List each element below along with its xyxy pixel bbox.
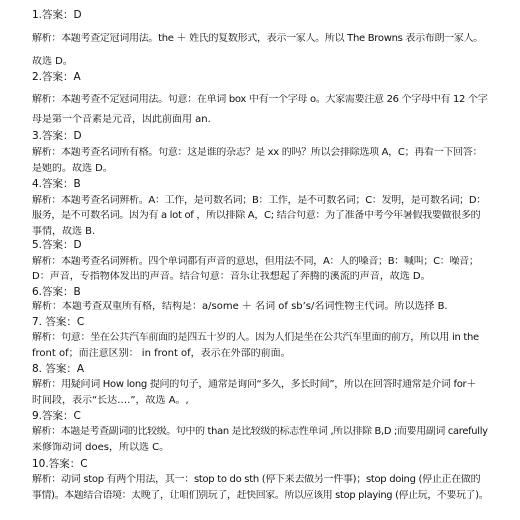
answer-8-line: 8. 答案：A <box>32 363 85 375</box>
explanation-5-line-1: 解析：本题考查名词辨析。四个单词都有声音的意思，但用法不同，A：人的嗓音；B：喊叫；C：噪音； <box>32 256 479 267</box>
explanation-9-line-2: 来修饰动词 does，所以选 C。 <box>32 442 170 453</box>
explanation-8-line-1: 解析：用疑问词 How long 提问的句子，通常是询问“多久，多长时间”，所以在回答时通常是介词 for＋ <box>32 379 477 390</box>
answer-5-line: 5.答案：D <box>32 239 82 251</box>
answer-4-line: 4.答案：B <box>32 178 81 190</box>
explanation-1-line-2: 故选 D。 <box>32 56 73 67</box>
answer-9-line: 9.答案：C <box>32 410 81 422</box>
explanation-3-line-1: 解析：本题考查名词所有格。句意：这是谁的杂志？是 xx 的吗？所以会排除选项 A，C；再看一下回答： <box>32 147 483 158</box>
explanation-10-line-2: 事情)。本题结合语境：太晚了，让咱们别玩了，赶快回家。所以应该用 stop playing (停止玩，不要玩了)。 <box>32 490 488 501</box>
explanation-2-line-1: 解析：本题考查不定冠词用法。句意：在单词 box 中有一个字母 o。大家需要注意 26 个字母中有 12 个字 <box>32 94 488 105</box>
explanation-2-line-2: 母是第一个音素是元音，因此前面用 an. <box>32 114 211 125</box>
explanation-10-line-1: 解析：动词 stop 有两个用法，其一：stop to do sth (停下来去做另一件事)；stop doing (停止正在做的 <box>32 474 481 485</box>
explanation-8-line-2: 时间段，表示“长达….”，故选 A。, <box>32 395 189 406</box>
answer-10-line: 10.答案：C <box>32 458 88 470</box>
explanation-5-line-2: D：声音，专指物体发出的声音。结合句意：音乐让我想起了奔腾的溪流的声音，故选 D。 <box>32 271 431 282</box>
answer-1-line: 1.答案：D <box>32 9 82 21</box>
explanation-4-line-1: 解析：本题考查名词辨析。A：工作，是可数名词；B：工作，是不可数名词；C：发明，是可数名词；D： <box>32 195 486 206</box>
answer-3-line: 3.答案：D <box>32 130 82 142</box>
explanation-3-line-2: 是她的。故选 D。 <box>32 163 113 174</box>
explanation-4-line-2: 服务，是不可数名词。因为有 a lot of ，所以排除 A，C; 结合句意：为了准备中考今年暑假我要做很多的 <box>32 210 481 221</box>
explanation-4-line-3: 事情，故选 B. <box>32 226 96 237</box>
answer-2-line: 2.答案：A <box>32 71 81 83</box>
explanation-9-line-1: 解析：本题是考查副词的比较级。句中的 than 是比较级的标志性单词 ,所以排除 B,D ;而要用副词 carefully <box>32 426 488 437</box>
explanation-6-line-1: 解析：本题考查双重所有格，结构是：a/some ＋ 名词 of sb’s/名词性物主代词。所以选择 B. <box>32 301 448 312</box>
explanation-7-line-1: 解析：句意：坐在公共汽车前面的是四五十岁的人。因为人们是坐在公共汽车里面的前方，所以用 in the <box>32 332 479 343</box>
answer-6-line: 6.答案：B <box>32 286 81 298</box>
explanation-7-line-2: front of；而注意区别： in front of，表示在外部的前面。 <box>32 348 291 359</box>
explanation-1-line-1: 解析：本题考查定冠词用法。the ＋ 姓氏的复数形式，表示一家人。所以 The Browns 表示布朗一家人。 <box>32 33 484 44</box>
answer-7-line: 7. 答案：C <box>32 316 85 328</box>
